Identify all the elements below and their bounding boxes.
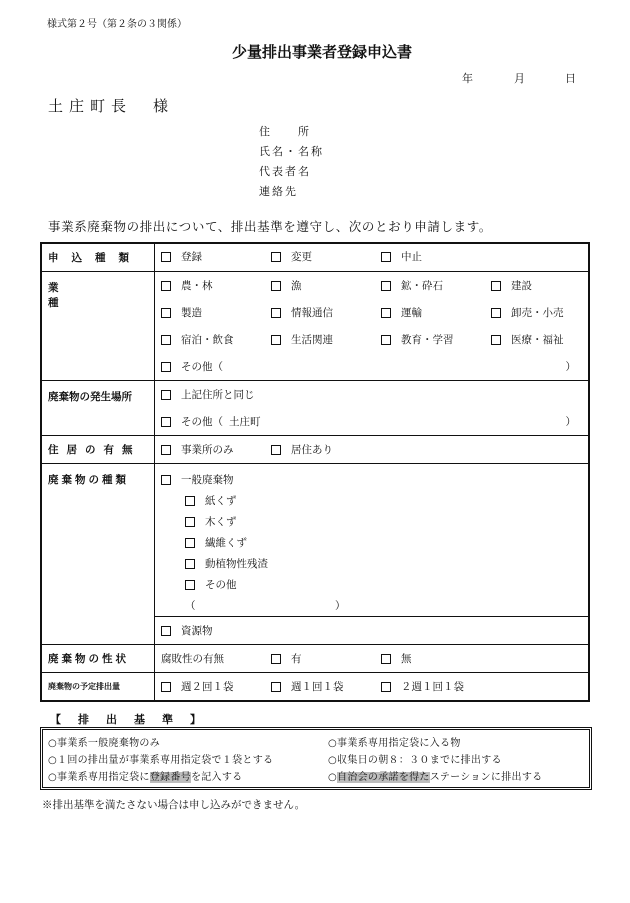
waste-type-label: 廃棄物の種類 <box>41 464 155 645</box>
address-label: 住 所 <box>259 125 311 138</box>
row-location <box>41 381 589 436</box>
footnote: ※排出基準を満たさない場合は申し込みができません。 <box>42 799 306 811</box>
option-register[interactable]: 登録 <box>161 249 271 264</box>
form-number: 様式第２号（第２条の３関係） <box>47 19 187 30</box>
date-day: 日 <box>565 72 576 85</box>
row-waste-type <box>41 464 589 617</box>
nature-yes[interactable]: 有 <box>271 651 381 666</box>
row-planned-amount <box>41 673 589 702</box>
waste-wood[interactable]: 木くず <box>185 514 237 529</box>
industry-ict[interactable]: 情報通信 <box>271 305 381 320</box>
addressee-honorific: 様 <box>153 97 175 115</box>
industry-wholesale[interactable]: 卸売・小売 <box>491 305 564 320</box>
row-waste-nature <box>41 645 589 673</box>
standards-header: 【 排 出 基 準 】 <box>50 713 204 726</box>
residence-office-only[interactable]: 事業所のみ <box>161 442 271 457</box>
industry-transport[interactable]: 運輸 <box>381 305 491 320</box>
planned-amount-label: 廃棄物の予定排出量 <box>41 673 155 702</box>
highlight-registration-number: 登録番号 <box>149 772 191 783</box>
industry-manufacturing[interactable]: 製造 <box>161 305 271 320</box>
option-cancel[interactable]: 中止 <box>381 249 422 264</box>
location-same[interactable]: 上記住所と同じ <box>161 387 255 402</box>
addressee: 土庄町長 <box>48 97 133 115</box>
name-label: 氏名・名称 <box>259 145 324 158</box>
industry-living[interactable]: 生活関連 <box>271 332 381 347</box>
industry-fishing[interactable]: 漁 <box>271 278 381 293</box>
industry-education[interactable]: 教育・学習 <box>381 332 491 347</box>
waste-resource[interactable]: 資源物 <box>161 623 213 638</box>
standard-right-1: ○事業系専用指定袋に入る物 <box>328 738 461 749</box>
amount-weekly[interactable]: 週１回１袋 <box>271 679 381 694</box>
industry-other-close: ） <box>565 361 576 373</box>
contact-label: 連絡先 <box>259 185 298 198</box>
location-other-value[interactable]: 土庄町 <box>229 416 261 428</box>
waste-general[interactable]: 一般廃棄物 <box>161 472 234 487</box>
standard-left-2: ○１回の排出量が事業系専用指定袋で１袋とする <box>48 755 274 766</box>
residence-label: 住居の有無 <box>41 436 155 464</box>
application-type-label: 申込種類 <box>41 243 155 272</box>
industry-hospitality[interactable]: 宿泊・飲食 <box>161 332 271 347</box>
row-industry <box>41 272 589 381</box>
location-label: 廃棄物の発生場所 <box>41 381 155 436</box>
waste-organic[interactable]: 動植物性残渣 <box>185 556 268 571</box>
standard-left-1: ○事業系一般廃棄物のみ <box>48 738 161 749</box>
industry-construction[interactable]: 建設 <box>491 278 532 293</box>
standard-right-2: ○収集日の朝８：３０までに排出する <box>328 755 502 766</box>
waste-fiber[interactable]: 繊維くず <box>185 535 247 550</box>
residence-with-home[interactable]: 居住あり <box>271 442 333 457</box>
representative-label: 代表者名 <box>259 165 311 178</box>
amount-twice-weekly[interactable]: 週２回１袋 <box>161 679 271 694</box>
application-table <box>40 242 590 702</box>
location-other-close: ） <box>565 416 576 428</box>
amount-biweekly[interactable]: ２週１回１袋 <box>381 679 464 694</box>
form-title: 少量排出事業者登録申込書 <box>232 43 413 61</box>
waste-nature-question: 腐敗性の有無 <box>161 653 224 665</box>
waste-nature-label: 廃棄物の性状 <box>41 645 155 673</box>
industry-label: 業種 <box>41 272 155 381</box>
industry-agri[interactable]: 農・林 <box>161 278 271 293</box>
standard-right-3: ○自治会の承諾を得たステーションに排出する <box>328 772 543 783</box>
waste-other-close: ） <box>335 600 346 612</box>
row-application-type <box>41 243 589 272</box>
option-change[interactable]: 変更 <box>271 249 381 264</box>
intro-text: 事業系廃棄物の排出について、排出基準を遵守し、次のとおり申請します。 <box>48 219 492 234</box>
row-residence <box>41 436 589 464</box>
industry-mining[interactable]: 鉱・砕石 <box>381 278 491 293</box>
standard-left-3: ○事業系専用指定袋に登録番号を記入する <box>48 772 243 783</box>
waste-paper[interactable]: 紙くず <box>185 493 237 508</box>
waste-other[interactable]: その他 <box>185 577 237 592</box>
date-month: 月 <box>514 72 525 85</box>
industry-medical[interactable]: 医療・福祉 <box>491 332 564 347</box>
standards-box <box>40 727 592 790</box>
nature-no[interactable]: 無 <box>381 651 412 666</box>
location-other[interactable]: その他（ <box>161 414 223 429</box>
date-year: 年 <box>462 72 473 85</box>
highlight-community-approval: 自治会の承諾を得た <box>337 772 430 783</box>
industry-other[interactable]: その他（ <box>161 359 223 374</box>
waste-other-open: （ <box>185 600 196 612</box>
